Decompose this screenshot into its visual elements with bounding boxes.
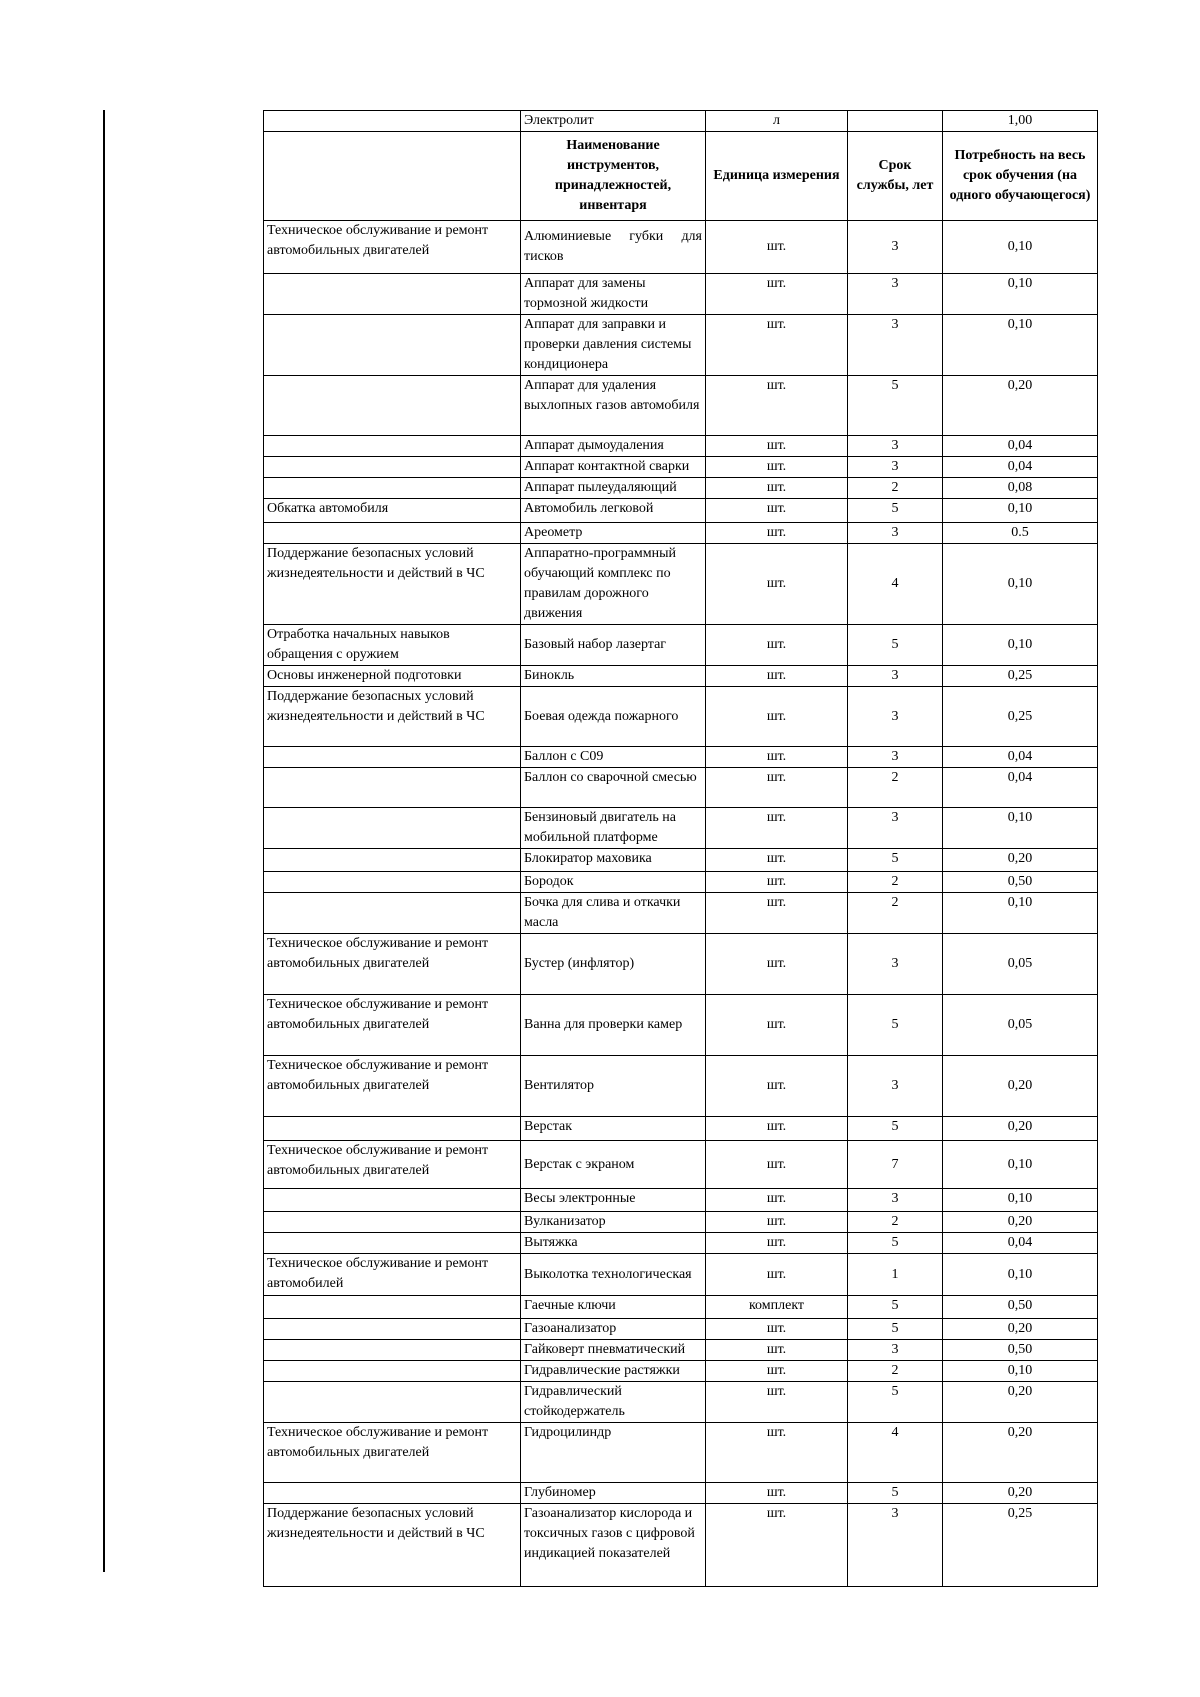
cell-unit: шт. [706,1423,848,1483]
header-name: Наименование инструментов, принадлежностей, инвентаря [521,132,706,221]
cell-name: Глубиномер [521,1483,706,1504]
cell-name: Алюминиевые губки для тисков [521,221,706,274]
cell-unit: шт. [706,687,848,747]
cell-unit: шт. [706,1483,848,1504]
cell-unit: шт. [706,1189,848,1212]
cell-need: 0,20 [943,1382,1098,1423]
cell-unit: шт. [706,315,848,376]
cell-life: 5 [848,1483,943,1504]
cell-life: 2 [848,893,943,934]
cell-need: 0,25 [943,1504,1098,1587]
cell-name: Вулканизатор [521,1212,706,1233]
cell-need: 0,04 [943,747,1098,768]
cell-need: 0,04 [943,768,1098,808]
cell-life: 3 [848,934,943,995]
cell-need: 0,20 [943,849,1098,872]
cell-section [264,768,521,808]
header-need: Потребность на весь срок обучения (на одного обучающегося) [943,132,1098,221]
cell-life: 3 [848,1340,943,1361]
table-row [264,768,1098,808]
table-row [264,1483,1098,1504]
cell-life: 7 [848,1141,943,1189]
cell-unit: шт. [706,457,848,478]
cell-name: Аппарат пылеудаляющий [521,478,706,499]
cell-unit: шт. [706,872,848,893]
table-row [264,1212,1098,1233]
cell-section: Отработка начальных навыков обращения с оружием [264,625,521,666]
cell-need: 1,00 [943,111,1098,132]
cell-name: Выколотка технологическая [521,1254,706,1296]
cell-section: Техническое обслуживание и ремонт автомобильных двигателей [264,1141,521,1189]
cell-name: Газоанализатор [521,1319,706,1340]
header-section [264,132,521,221]
cell-need: 0,10 [943,221,1098,274]
cell-section [264,1117,521,1141]
cell-unit: шт. [706,1056,848,1117]
cell-section: Поддержание безопасных условий жизнедеятельности и действий в ЧС [264,1504,521,1587]
table-row [264,221,1098,274]
cell-life: 3 [848,666,943,687]
cell-section [264,872,521,893]
cell-need: 0,10 [943,1141,1098,1189]
cell-life: 3 [848,1189,943,1212]
cell-unit: шт. [706,376,848,436]
table-row [264,274,1098,315]
cell-section: Поддержание безопасных условий жизнедеятельности и действий в ЧС [264,544,521,625]
cell-need: 0,10 [943,808,1098,849]
cell-name: Бензиновый двигатель на мобильной платформе [521,808,706,849]
cell-section [264,436,521,457]
cell-name: Газоанализатор кислорода и токсичных газов с цифровой индикацией показателей [521,1504,706,1587]
cell-name: Аппарат для замены тормозной жидкости [521,274,706,315]
margin-rule [103,110,105,1572]
cell-need: 0,20 [943,1212,1098,1233]
cell-unit: шт. [706,1141,848,1189]
cell-name: Аппарат для удаления выхлопных газов автомобиля [521,376,706,436]
cell-life: 5 [848,1382,943,1423]
cell-section: Техническое обслуживание и ремонт автомобильных двигателей [264,1056,521,1117]
cell-need: 0,20 [943,1117,1098,1141]
cell-need: 0,05 [943,934,1098,995]
cell-section [264,1382,521,1423]
cell-need: 0,10 [943,544,1098,625]
cell-section [264,1483,521,1504]
cell-section [264,274,521,315]
cell-section [264,808,521,849]
cell-life: 4 [848,544,943,625]
table-row [264,544,1098,625]
cell-life: 5 [848,376,943,436]
cell-section [264,893,521,934]
cell-need: 0,04 [943,436,1098,457]
cell-name: Бородок [521,872,706,893]
table-row [264,893,1098,934]
cell-life: 3 [848,1504,943,1587]
table-row [264,1189,1098,1212]
table-row [264,747,1098,768]
cell-section [264,315,521,376]
cell-name: Вентилятор [521,1056,706,1117]
cell-name: Вытяжка [521,1233,706,1254]
cell-need: 0,10 [943,274,1098,315]
cell-life: 3 [848,221,943,274]
cell-life: 3 [848,436,943,457]
table-row [264,849,1098,872]
cell-need: 0,25 [943,687,1098,747]
equipment-table [263,110,1098,1587]
table-row [264,872,1098,893]
cell-section [264,376,521,436]
cell-name: Гидравлический стойкодержатель [521,1382,706,1423]
cell-section: Техническое обслуживание и ремонт автомобильных двигателей [264,1423,521,1483]
table-row [264,1423,1098,1483]
cell-unit: шт. [706,934,848,995]
cell-unit: шт. [706,768,848,808]
cell-life: 2 [848,1361,943,1382]
cell-need: 0,10 [943,625,1098,666]
cell-unit: шт. [706,274,848,315]
cell-name: Бустер (инфлятор) [521,934,706,995]
cell-name: Аппарат дымоудаления [521,436,706,457]
cell-life: 3 [848,747,943,768]
cell-life: 2 [848,768,943,808]
cell-unit: шт. [706,221,848,274]
cell-section [264,1233,521,1254]
table-row [264,376,1098,436]
cell-life: 5 [848,499,943,523]
cell-section: Поддержание безопасных условий жизнедеятельности и действий в ЧС [264,687,521,747]
cell-life: 5 [848,625,943,666]
cell-name: Боевая одежда пожарного [521,687,706,747]
cell-life: 4 [848,1423,943,1483]
cell-section: Техническое обслуживание и ремонт автомобильных двигателей [264,221,521,274]
cell-life: 5 [848,1233,943,1254]
cell-life: 5 [848,1296,943,1319]
cell-life: 3 [848,274,943,315]
cell-unit: шт. [706,1504,848,1587]
table-row [264,1340,1098,1361]
table-row [264,1296,1098,1319]
cell-need: 0,25 [943,666,1098,687]
cell-need: 0,10 [943,1361,1098,1382]
cell-life [848,111,943,132]
cell-unit: шт. [706,436,848,457]
cell-unit: шт. [706,1340,848,1361]
cell-name: Электролит [521,111,706,132]
cell-section [264,523,521,544]
cell-unit: шт. [706,747,848,768]
cell-section: Основы инженерной подготовки [264,666,521,687]
cell-unit: шт. [706,1233,848,1254]
table-header-row [264,132,1098,221]
cell-unit: шт. [706,544,848,625]
cell-unit: шт. [706,1117,848,1141]
cell-unit: шт. [706,666,848,687]
cell-name: Весы электронные [521,1189,706,1212]
cell-name: Ванна для проверки камер [521,995,706,1056]
cell-life: 5 [848,849,943,872]
table-row [264,1141,1098,1189]
cell-unit: шт. [706,1319,848,1340]
table-row [264,666,1098,687]
cell-need: 0,10 [943,499,1098,523]
cell-name: Блокиратор маховика [521,849,706,872]
cell-section: Техническое обслуживание и ремонт автомобильных двигателей [264,995,521,1056]
cell-need: 0,20 [943,376,1098,436]
table-row [264,523,1098,544]
table-row [264,1117,1098,1141]
cell-unit: л [706,111,848,132]
cell-section [264,1319,521,1340]
cell-name: Верстак [521,1117,706,1141]
table-row [264,1319,1098,1340]
cell-unit: шт. [706,1361,848,1382]
cell-name: Гайковерт пневматический [521,1340,706,1361]
cell-life: 2 [848,478,943,499]
table-row [264,1254,1098,1296]
cell-section [264,747,521,768]
cell-section [264,478,521,499]
cell-need: 0,20 [943,1423,1098,1483]
header-unit: Единица измерения [706,132,848,221]
cell-need: 0,10 [943,893,1098,934]
cell-section [264,457,521,478]
cell-need: 0,50 [943,1340,1098,1361]
cell-unit: шт. [706,849,848,872]
cell-life: 5 [848,1319,943,1340]
cell-section [264,849,521,872]
cell-life: 2 [848,1212,943,1233]
cell-need: 0,05 [943,995,1098,1056]
cell-section [264,1296,521,1319]
table-row [264,436,1098,457]
cell-name: Базовый набор лазертаг [521,625,706,666]
cell-unit: шт. [706,1254,848,1296]
cell-need: 0,10 [943,1189,1098,1212]
cell-need: 0,20 [943,1483,1098,1504]
cell-unit: шт. [706,478,848,499]
table-row [264,1504,1098,1587]
cell-life: 3 [848,1056,943,1117]
cell-need: 0,10 [943,315,1098,376]
table-row [264,687,1098,747]
cell-name: Бочка для слива и откачки масла [521,893,706,934]
cell-name: Автомобиль легковой [521,499,706,523]
cell-unit: шт. [706,523,848,544]
cell-name: Гаечные ключи [521,1296,706,1319]
cell-section: Обкатка автомобиля [264,499,521,523]
cell-unit: шт. [706,625,848,666]
cell-name: Гидравлические растяжки [521,1361,706,1382]
cell-unit: комплект [706,1296,848,1319]
table-row [264,315,1098,376]
cell-name: Бинокль [521,666,706,687]
table-row [264,995,1098,1056]
cell-unit: шт. [706,1382,848,1423]
cell-life: 2 [848,872,943,893]
cell-section: Техническое обслуживание и ремонт автомобильных двигателей [264,934,521,995]
cell-need: 0,04 [943,1233,1098,1254]
cell-unit: шт. [706,1212,848,1233]
cell-need: 0,08 [943,478,1098,499]
cell-life: 3 [848,808,943,849]
cell-unit: шт. [706,808,848,849]
cell-need: 0,20 [943,1056,1098,1117]
cell-section [264,1189,521,1212]
cell-unit: шт. [706,995,848,1056]
table-row [264,457,1098,478]
cell-need: 0,04 [943,457,1098,478]
cell-life: 3 [848,523,943,544]
cell-name: Баллон со сварочной смесью [521,768,706,808]
cell-life: 3 [848,457,943,478]
table-row [264,499,1098,523]
cell-need: 0.5 [943,523,1098,544]
cell-section [264,111,521,132]
cell-need: 0,50 [943,872,1098,893]
cell-name: Баллон с С09 [521,747,706,768]
header-life: Срок службы, лет [848,132,943,221]
table-row [264,1361,1098,1382]
cell-name: Аппаратно-программный обучающий комплекс по правилам дорожного движения [521,544,706,625]
table-row [264,1056,1098,1117]
cell-section [264,1212,521,1233]
table-row [264,808,1098,849]
table-row [264,111,1098,132]
cell-life: 5 [848,1117,943,1141]
cell-life: 5 [848,995,943,1056]
cell-need: 0,20 [943,1319,1098,1340]
table-row [264,1233,1098,1254]
cell-name: Ареометр [521,523,706,544]
cell-need: 0,10 [943,1254,1098,1296]
cell-life: 3 [848,315,943,376]
table-row [264,478,1098,499]
cell-life: 3 [848,687,943,747]
cell-name: Аппарат контактной сварки [521,457,706,478]
table-row [264,934,1098,995]
cell-section [264,1340,521,1361]
cell-need: 0,50 [943,1296,1098,1319]
cell-unit: шт. [706,499,848,523]
cell-life: 1 [848,1254,943,1296]
table-row [264,1382,1098,1423]
cell-name: Гидроцилиндр [521,1423,706,1483]
cell-section: Техническое обслуживание и ремонт автомобилей [264,1254,521,1296]
cell-unit: шт. [706,893,848,934]
table-row [264,625,1098,666]
cell-name: Верстак с экраном [521,1141,706,1189]
cell-name: Аппарат для заправки и проверки давления системы кондиционера [521,315,706,376]
cell-section [264,1361,521,1382]
